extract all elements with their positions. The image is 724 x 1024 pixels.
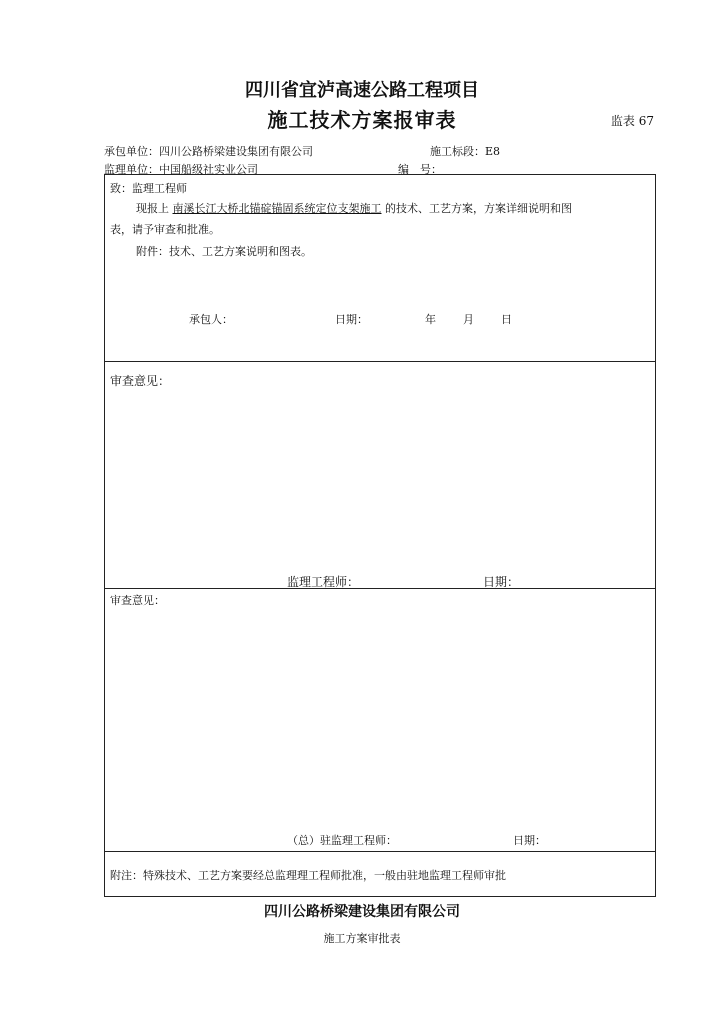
section-value: E8 [485, 145, 501, 158]
form-code: 监表 67 [610, 114, 654, 128]
number-label: 编 号： [398, 163, 442, 176]
text-suffix: 的技术、工艺方案，方案详细说明和图 [385, 202, 572, 215]
opinion-label-2: 审查意见： [110, 594, 165, 607]
application-text [136, 200, 572, 216]
company-footer: 四川公路桥梁建设集团有限公司 [264, 904, 460, 920]
note-section [104, 851, 656, 897]
project-name: 南溪长江大桥北锚碇锚固系统定位支架施工 [172, 202, 382, 215]
opinion-label-1: 审查意见： [110, 374, 171, 388]
to-line: 致：监理工程师 [110, 182, 187, 195]
contractor-label: 承包单位： [104, 145, 159, 158]
review-section-1 [104, 361, 656, 589]
supervisor-value: 中国船级社实业公司 [159, 163, 258, 176]
text-prefix: 现报上 [136, 202, 169, 215]
application-section [104, 174, 656, 362]
note-text: 附注：特殊技术、工艺方案要经总监理理工程师批准，一般由驻地监理工程师审批 [110, 869, 506, 882]
section-row [430, 143, 500, 159]
applicant-label: 承包人： [189, 313, 233, 326]
month-label: 月 [463, 313, 474, 326]
project-title: 四川省宜泸高速公路工程项目 [245, 80, 479, 101]
engineer-label: 监理工程师： [287, 575, 360, 589]
date-label-2: 日期： [483, 575, 520, 589]
day-label: 日 [501, 313, 512, 326]
contractor-value: 四川公路桥梁建设集团有限公司 [159, 145, 313, 158]
form-title: 施工技术方案报审表 [267, 108, 457, 132]
attachment-line: 附件：技术、工艺方案说明和图表。 [136, 245, 312, 258]
caption-footer: 施工方案审批表 [323, 932, 401, 945]
section-label: 施工标段： [430, 145, 485, 158]
date-label: 日期： [335, 313, 368, 326]
date-label-3: 日期： [513, 834, 546, 847]
application-text-line2: 表，请予审查和批准。 [110, 223, 220, 236]
supervisor-label: 监理单位： [104, 163, 159, 176]
chief-engineer-label: （总）驻监理工程师： [287, 834, 397, 847]
review-section-2 [104, 588, 656, 852]
year-label: 年 [425, 313, 436, 326]
contractor-row [104, 143, 313, 159]
